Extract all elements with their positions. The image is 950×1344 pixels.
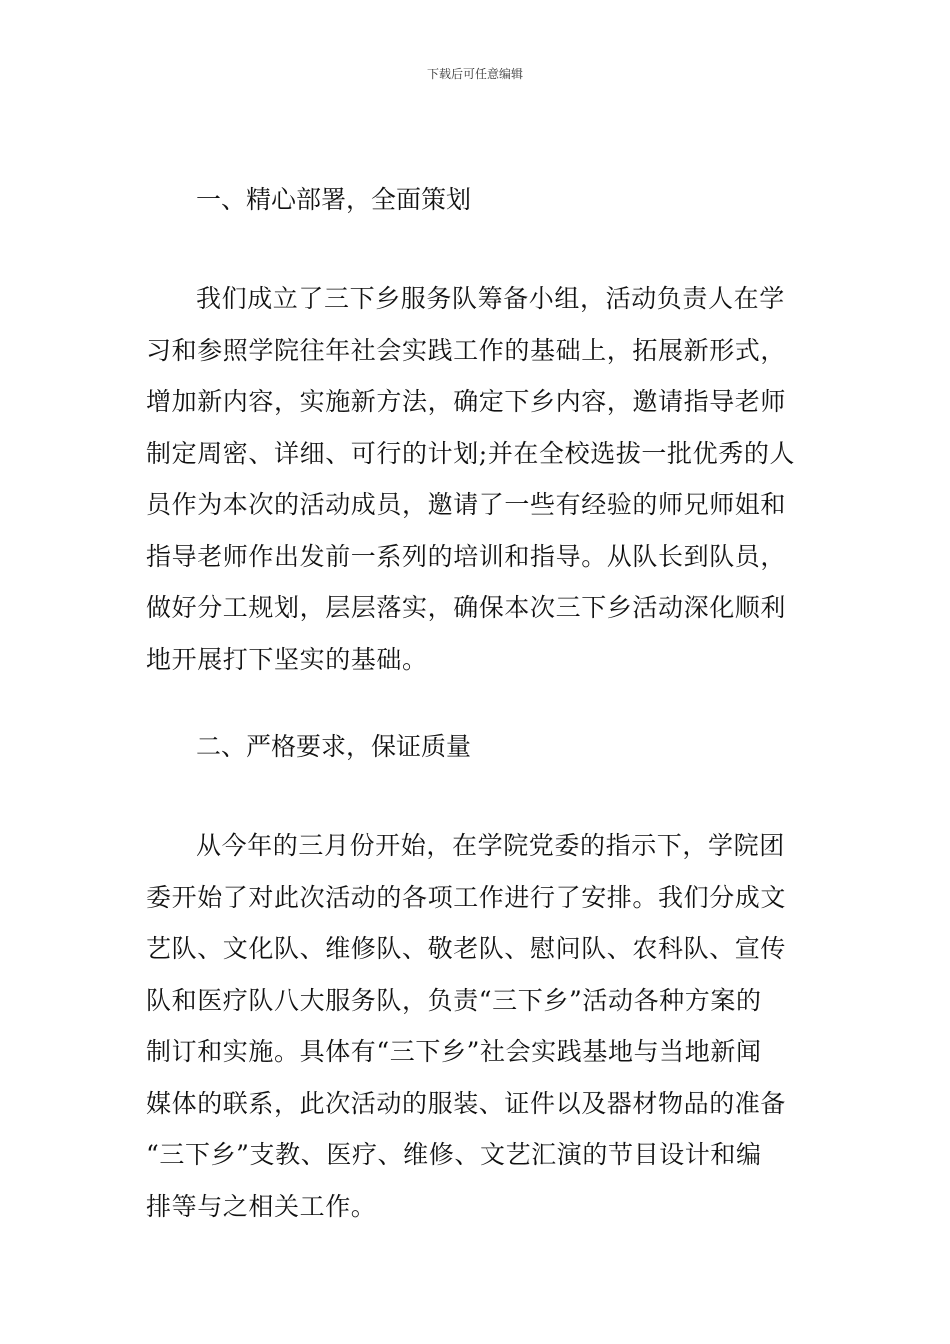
section-2-paragraph [146,820,806,1232]
paragraph-line: 员作为本次的活动成员，邀请了一些有经验的师兄师姐和 [146,490,787,519]
paragraph-line: 艺队、文化队、维修队、敬老队、慰问队、农科队、宣传 [146,934,787,963]
page-header-note: 下载后可任意编辑 [426,67,523,81]
paragraph-line: 地开展打下坚实的基础。 [146,644,428,674]
paragraph-line: 指导老师作出发前一系列的培训和指导。从队长到队员， [146,541,787,571]
paragraph-line: 委开始了对此次活动的各项工作进行了安排。我们分成文 [146,882,787,912]
section-1-heading: 一、精心部署，全面策划 [196,185,472,214]
paragraph-line: 排等与之相关工作。 [146,1191,377,1221]
paragraph-line: 媒体的联系，此次活动的服装、证件以及器材物品的准备 [146,1088,787,1118]
paragraph-line: “三下乡”支教、医疗、维修、文艺汇演的节目设计和编 [146,1140,762,1169]
paragraph-line: 队和医疗队八大服务队，负责“三下乡”活动各种方案的 [146,985,762,1015]
section-2-heading: 二、严格要求，保证质量 [196,732,472,761]
paragraph-line: 从今年的三月份开始，在学院党委的指示下，学院团 [196,831,785,860]
paragraph-line: 增加新内容，实施新方法，确定下乡内容，邀请指导老师 [146,387,787,416]
paragraph-line: 习和参照学院往年社会实践工作的基础上，拓展新形式， [146,335,787,365]
paragraph-line: 制订和实施。具体有“三下乡”社会实践基地与当地新闻 [146,1037,762,1066]
paragraph-line: 制定周密、详细、可行的计划;并在全校选拔一批优秀的人 [146,438,796,468]
paragraph-line: 做好分工规划，层层落实，确保本次三下乡活动深化顺利 [146,593,787,622]
paragraph-line: 我们成立了三下乡服务队筹备小组，活动负责人在学 [196,284,785,313]
section-1-paragraph [146,273,806,685]
